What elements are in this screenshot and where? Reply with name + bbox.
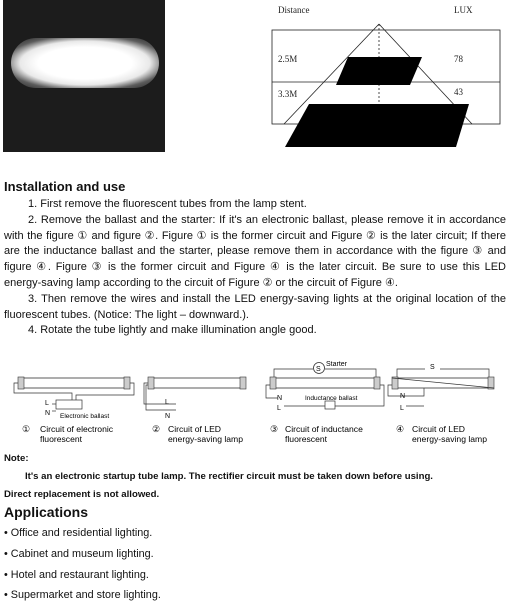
d1-cap-left — [18, 377, 24, 389]
note-label: Note: — [4, 453, 29, 464]
d2-number: ② — [152, 424, 161, 434]
d3-number: ③ — [270, 424, 279, 434]
d1-caption-1: Circuit of electronic — [40, 424, 114, 434]
d1-tube — [22, 378, 126, 388]
application-item-text: Hotel and restaurant lighting. — [10, 569, 149, 581]
circuit-diagrams — [0, 360, 509, 450]
circuit-diagram-1 — [14, 377, 134, 444]
step-3: 3. Then remove the wires and install the LED energy-saving lights at the original location of the fluorescent tubes. (Notice: The light – downward.). — [4, 292, 506, 321]
d4-caption-2: energy-saving lamp — [412, 434, 487, 444]
lux-diagram — [265, 0, 507, 155]
d3-tube — [274, 378, 376, 388]
lit-tube-glow — [11, 38, 159, 88]
d1-caption-2: fluorescent — [40, 434, 83, 444]
circuit-diagram-4 — [388, 364, 494, 444]
application-item-text: Supermarket and store lighting. — [10, 589, 161, 601]
d3-caption-2: fluorescent — [285, 434, 328, 444]
lux-row2-value: 43 — [454, 87, 463, 97]
d3-label-starter: Starter — [326, 361, 348, 368]
application-item: • Cabinet and museum lighting. — [4, 548, 154, 560]
lux-row1-value: 78 — [454, 54, 463, 64]
lux-header-distance: Distance — [278, 5, 310, 15]
d3-label-ballast: Inductance ballast — [305, 395, 358, 402]
d4-label-s: S — [430, 364, 435, 371]
d1-label-l: L — [45, 400, 49, 407]
d1-number: ① — [22, 424, 31, 434]
application-item: • Office and residential lighting. — [4, 527, 153, 539]
d2-tube — [152, 378, 242, 388]
d2-caption-2: energy-saving lamp — [168, 434, 243, 444]
lux-row1-distance: 2.5M — [278, 54, 298, 64]
d2-caption-1: Circuit of LED — [168, 424, 222, 434]
application-item-text: Cabinet and museum lighting. — [10, 548, 154, 560]
d4-label-l: L — [400, 405, 404, 412]
note-line-2: Direct replacement is not allowed. — [4, 489, 160, 500]
step-4: 4. Rotate the tube lightly and make illumination angle good. — [28, 324, 317, 337]
light-plane-far — [285, 104, 469, 147]
applications-heading: Applications — [4, 504, 89, 520]
d2-label-l: L — [165, 399, 169, 406]
application-item: • Supermarket and store lighting. — [4, 589, 161, 601]
d2-label-n: N — [165, 413, 171, 420]
d3-caption-1: Circuit of inductance — [285, 424, 363, 434]
note-line-1: It's an electronic startup tube lamp. The rectifier circuit must be taken down before using. — [25, 471, 433, 482]
installation-heading: Installation and use — [4, 179, 126, 194]
d3-label-n: N — [277, 395, 283, 402]
application-item: • Hotel and restaurant lighting. — [4, 569, 149, 581]
step-1: 1. First remove the fluorescent tubes from the lamp stent. — [28, 198, 307, 210]
d4-number: ④ — [396, 424, 405, 434]
circuit-diagram-2 — [144, 377, 246, 444]
d4-label-n: N — [400, 393, 406, 400]
application-item-text: Office and residential lighting. — [10, 527, 153, 539]
circuit-diagram-3 — [266, 361, 384, 444]
d1-label-ballast: Electronic ballast — [60, 413, 110, 420]
d2-cap-left — [148, 377, 154, 389]
d1-ballast-box — [56, 400, 82, 409]
d1-cap-right — [124, 377, 130, 389]
lux-row2-distance: 3.3M — [278, 89, 298, 99]
lamp-photo — [3, 0, 165, 152]
installation-steps — [4, 197, 506, 339]
d1-label-n: N — [45, 410, 51, 417]
d4-caption-1: Circuit of LED — [412, 424, 466, 434]
d3-cap-left — [270, 377, 276, 389]
step-2: 2. Remove the ballast and the starter: If it's an electronic ballast, please remove it in accordance with the figure ① and figure ②. Figure ① is the former circuit and Figure ② is the later circuit; If there are the inductance ballast and the starter, please remove them in accordance with the figure ③ and figure ④. Figure ③ is the former circuit and Figure ④ is the later circuit. Be sure to use this LED energy-saving lamp according to the circuit of Figure ② or the circuit of Figure ④. — [4, 213, 506, 289]
lux-header-lux: LUX — [454, 5, 473, 15]
d3-cap-right — [374, 377, 380, 389]
d3-label-s: S — [316, 366, 321, 373]
light-plane-near — [336, 57, 422, 85]
d2-cap-right — [240, 377, 246, 389]
d3-ballast-box — [325, 401, 335, 409]
d3-label-l: L — [277, 405, 281, 412]
